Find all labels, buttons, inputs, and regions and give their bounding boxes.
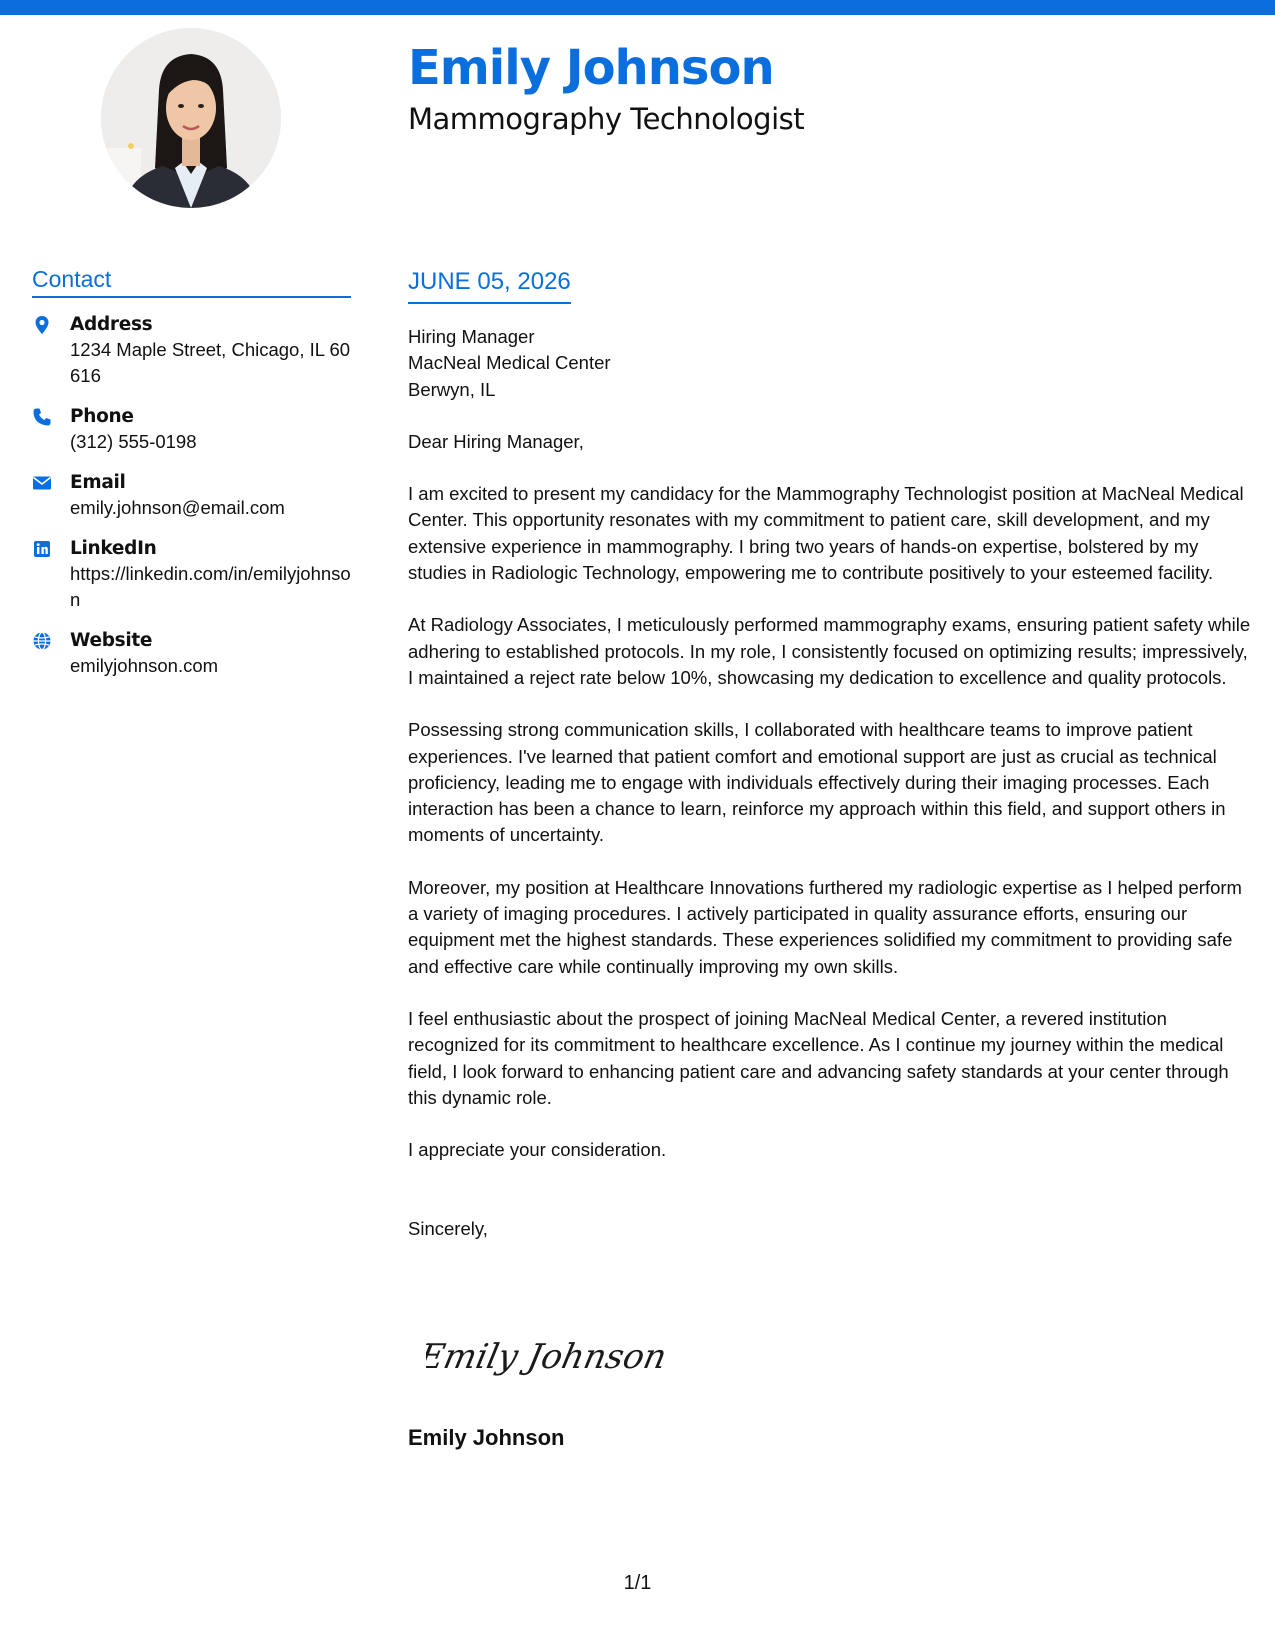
candidate-role: Mammography Technologist [408,102,805,136]
signatory-name: Emily Johnson [408,1425,565,1450]
profile-photo [101,28,281,208]
contact-sidebar [32,266,351,694]
recipient-line: Berwyn, IL [408,378,496,400]
location-pin-icon [32,312,70,389]
envelope-icon [32,470,70,521]
paragraph: I feel enthusiastic about the prospect of joining MacNeal Medical Center, a revered institution recognized for its commitment to healthcare excellence. As I continue my journey within the medical field, I look forward to enhancing patient care and advancing safety standards at your center through this dynamic role. [408,1007,1229,1108]
contact-item-address [32,312,351,389]
letter-body [408,268,1253,1243]
contact-label: Phone [70,406,134,427]
top-accent-bar [0,0,1275,15]
globe-icon [32,628,70,679]
signature-text: Emily Johnson [426,1337,666,1377]
linkedin-link[interactable]: https://linkedin.com/in/emilyjohnson [70,563,351,610]
recipient-block [408,324,1253,403]
contact-value: (312) 555-0198 [70,431,197,452]
website-link[interactable]: emilyjohnson.com [70,655,219,676]
linkedin-icon [32,536,70,613]
contact-item-email [32,470,351,521]
paragraph: Moreover, my position at Healthcare Innovations furthered my radiologic expertise as I helped perform a variety of imaging procedures. I actively participated in quality assurance efforts, ensuring our equipment met the highest standards. These experiences solidified my commitment to providing safe and effective care while continually improving my own skills. [408,876,1242,977]
handwritten-signature [426,1326,666,1386]
page-number: 1/1 [623,1572,652,1594]
candidate-name: Emily Johnson [408,40,774,96]
contact-label: Email [70,472,126,493]
contact-item-phone [32,404,351,455]
contact-section-title: Contact [32,266,351,298]
letter-date: JUNE 05, 2026 [408,268,571,304]
paragraph: I appreciate your consideration. [408,1139,667,1161]
recipient-line: Hiring Manager [408,326,535,347]
closing: Sincerely, [408,1218,488,1240]
contact-value: 1234 Maple Street, Chicago, IL 60616 [70,339,351,386]
paragraph: At Radiology Associates, I meticulously performed mammography exams, ensuring patient safety while adhering to established protocols. In my role, I consistently focused on optimizing results; impressively, I maintained a reject rate below 10%, showcasing my dedication to excellence and quality protocols. [408,614,1251,688]
contact-value: emily.johnson@email.com [70,497,285,518]
salutation: Dear Hiring Manager, [408,430,584,452]
contact-item-website [32,628,351,679]
paragraph: Possessing strong communication skills, I collaborated with healthcare teams to improve patient experiences. I've learned that patient comfort and emotional support are just as crucial as technical proficiency, leading me to engage with individuals effectively during their imaging processes. Each interaction has been a chance to learn, reinforce my approach within this field, and support others in moments of uncertainty. [408,719,1226,846]
contact-item-linkedin [32,536,351,613]
contact-label: Address [70,314,153,335]
phone-icon [32,404,70,455]
recipient-line: MacNeal Medical Center [408,352,611,374]
paragraph: I am excited to present my candidacy for the Mammography Technologist position at MacNeal Medical Center. This opportunity resonates with my commitment to patient care, skill development, and my extensive experience in mammography. I bring two years of hands-on expertise, bolstered by my studies in Radiologic Technology, empowering me to contribute positively to your esteemed facility. [408,483,1244,584]
contact-label: Website [70,630,153,651]
contact-label: LinkedIn [70,538,157,559]
